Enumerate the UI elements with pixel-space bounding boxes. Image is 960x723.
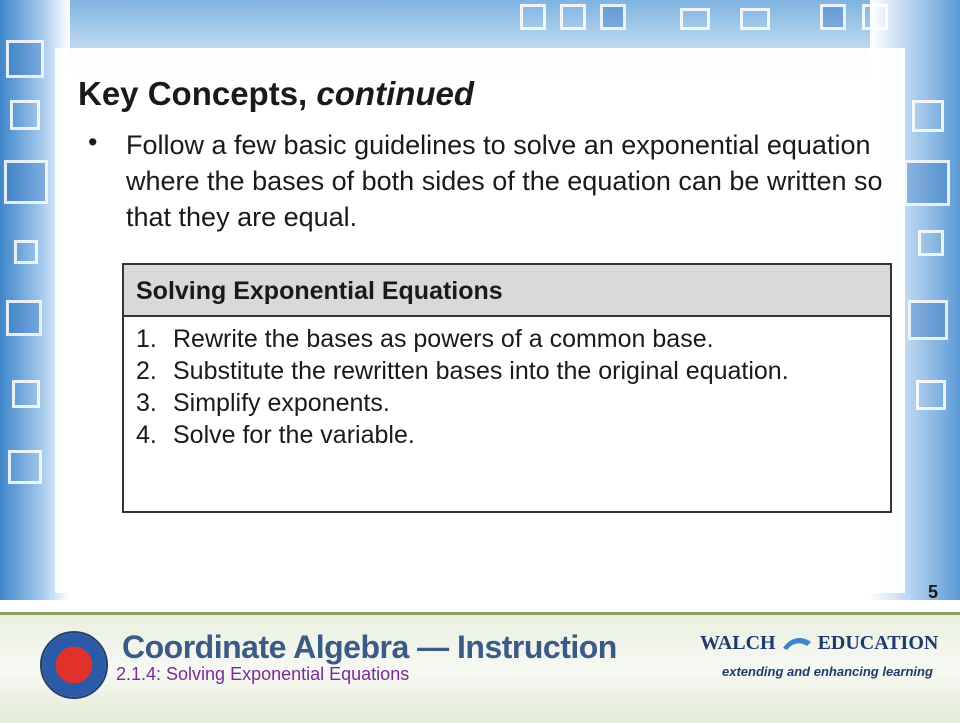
- decor-tile: [904, 160, 950, 206]
- procedure-step: [136, 419, 890, 451]
- procedure-step: [136, 387, 890, 419]
- publisher-logo: [700, 632, 938, 655]
- decor-tile: [4, 160, 48, 204]
- course-title: Coordinate Algebra — Instruction: [122, 629, 617, 665]
- publisher-name-right: EDUCATION: [817, 632, 939, 654]
- decor-tile: [12, 380, 40, 408]
- decor-tile: [6, 300, 42, 336]
- step-text: Substitute the rewritten bases into the original equation.: [173, 357, 789, 385]
- slide-title-italic: continued: [316, 75, 475, 112]
- decor-tile: [916, 380, 946, 410]
- decor-tile: [10, 100, 40, 130]
- publisher-tagline: extending and enhancing learning: [722, 664, 933, 679]
- georgia-common-core-logo: [40, 631, 108, 699]
- decor-tile: [862, 4, 888, 30]
- bullet-text: Follow a few basic guidelines to solve an exponential equation where the bases of both sides of the equation can be written so that they are equal.: [126, 130, 883, 232]
- decor-tile: [600, 4, 626, 30]
- decor-tile: [908, 300, 948, 340]
- decor-tile: [918, 230, 944, 256]
- decor-tile: [740, 8, 770, 30]
- lesson-label: 2.1.4: Solving Exponential Equations: [116, 664, 410, 684]
- decor-tile: [912, 100, 944, 132]
- bullet-symbol: •: [88, 127, 98, 157]
- decor-tile: [6, 40, 44, 78]
- decor-tile: [14, 240, 38, 264]
- step-number: 2.: [136, 357, 157, 385]
- decor-tile: [820, 4, 846, 30]
- procedure-box-header: Solving Exponential Equations: [124, 265, 890, 317]
- procedure-box: [122, 263, 892, 513]
- decor-tile: [560, 4, 586, 30]
- procedure-steps: [124, 317, 890, 451]
- decor-tile: [680, 8, 710, 30]
- step-text: Solve for the variable.: [173, 421, 415, 449]
- page-number: 5: [927, 582, 938, 602]
- step-text: Simplify exponents.: [173, 389, 390, 417]
- walch-swoosh-icon: [781, 634, 813, 654]
- slide-title-main: Key Concepts,: [78, 75, 317, 112]
- step-text: Rewrite the bases as powers of a common base.: [173, 325, 714, 353]
- step-number: 4.: [136, 421, 157, 449]
- step-number: 3.: [136, 389, 157, 417]
- slide-title: [78, 75, 474, 113]
- publisher-name-left: WALCH: [700, 632, 776, 654]
- step-number: 1.: [136, 325, 157, 353]
- decor-tile: [520, 4, 546, 30]
- decor-tile: [8, 450, 42, 484]
- procedure-step: [136, 355, 890, 387]
- procedure-step: [136, 323, 890, 355]
